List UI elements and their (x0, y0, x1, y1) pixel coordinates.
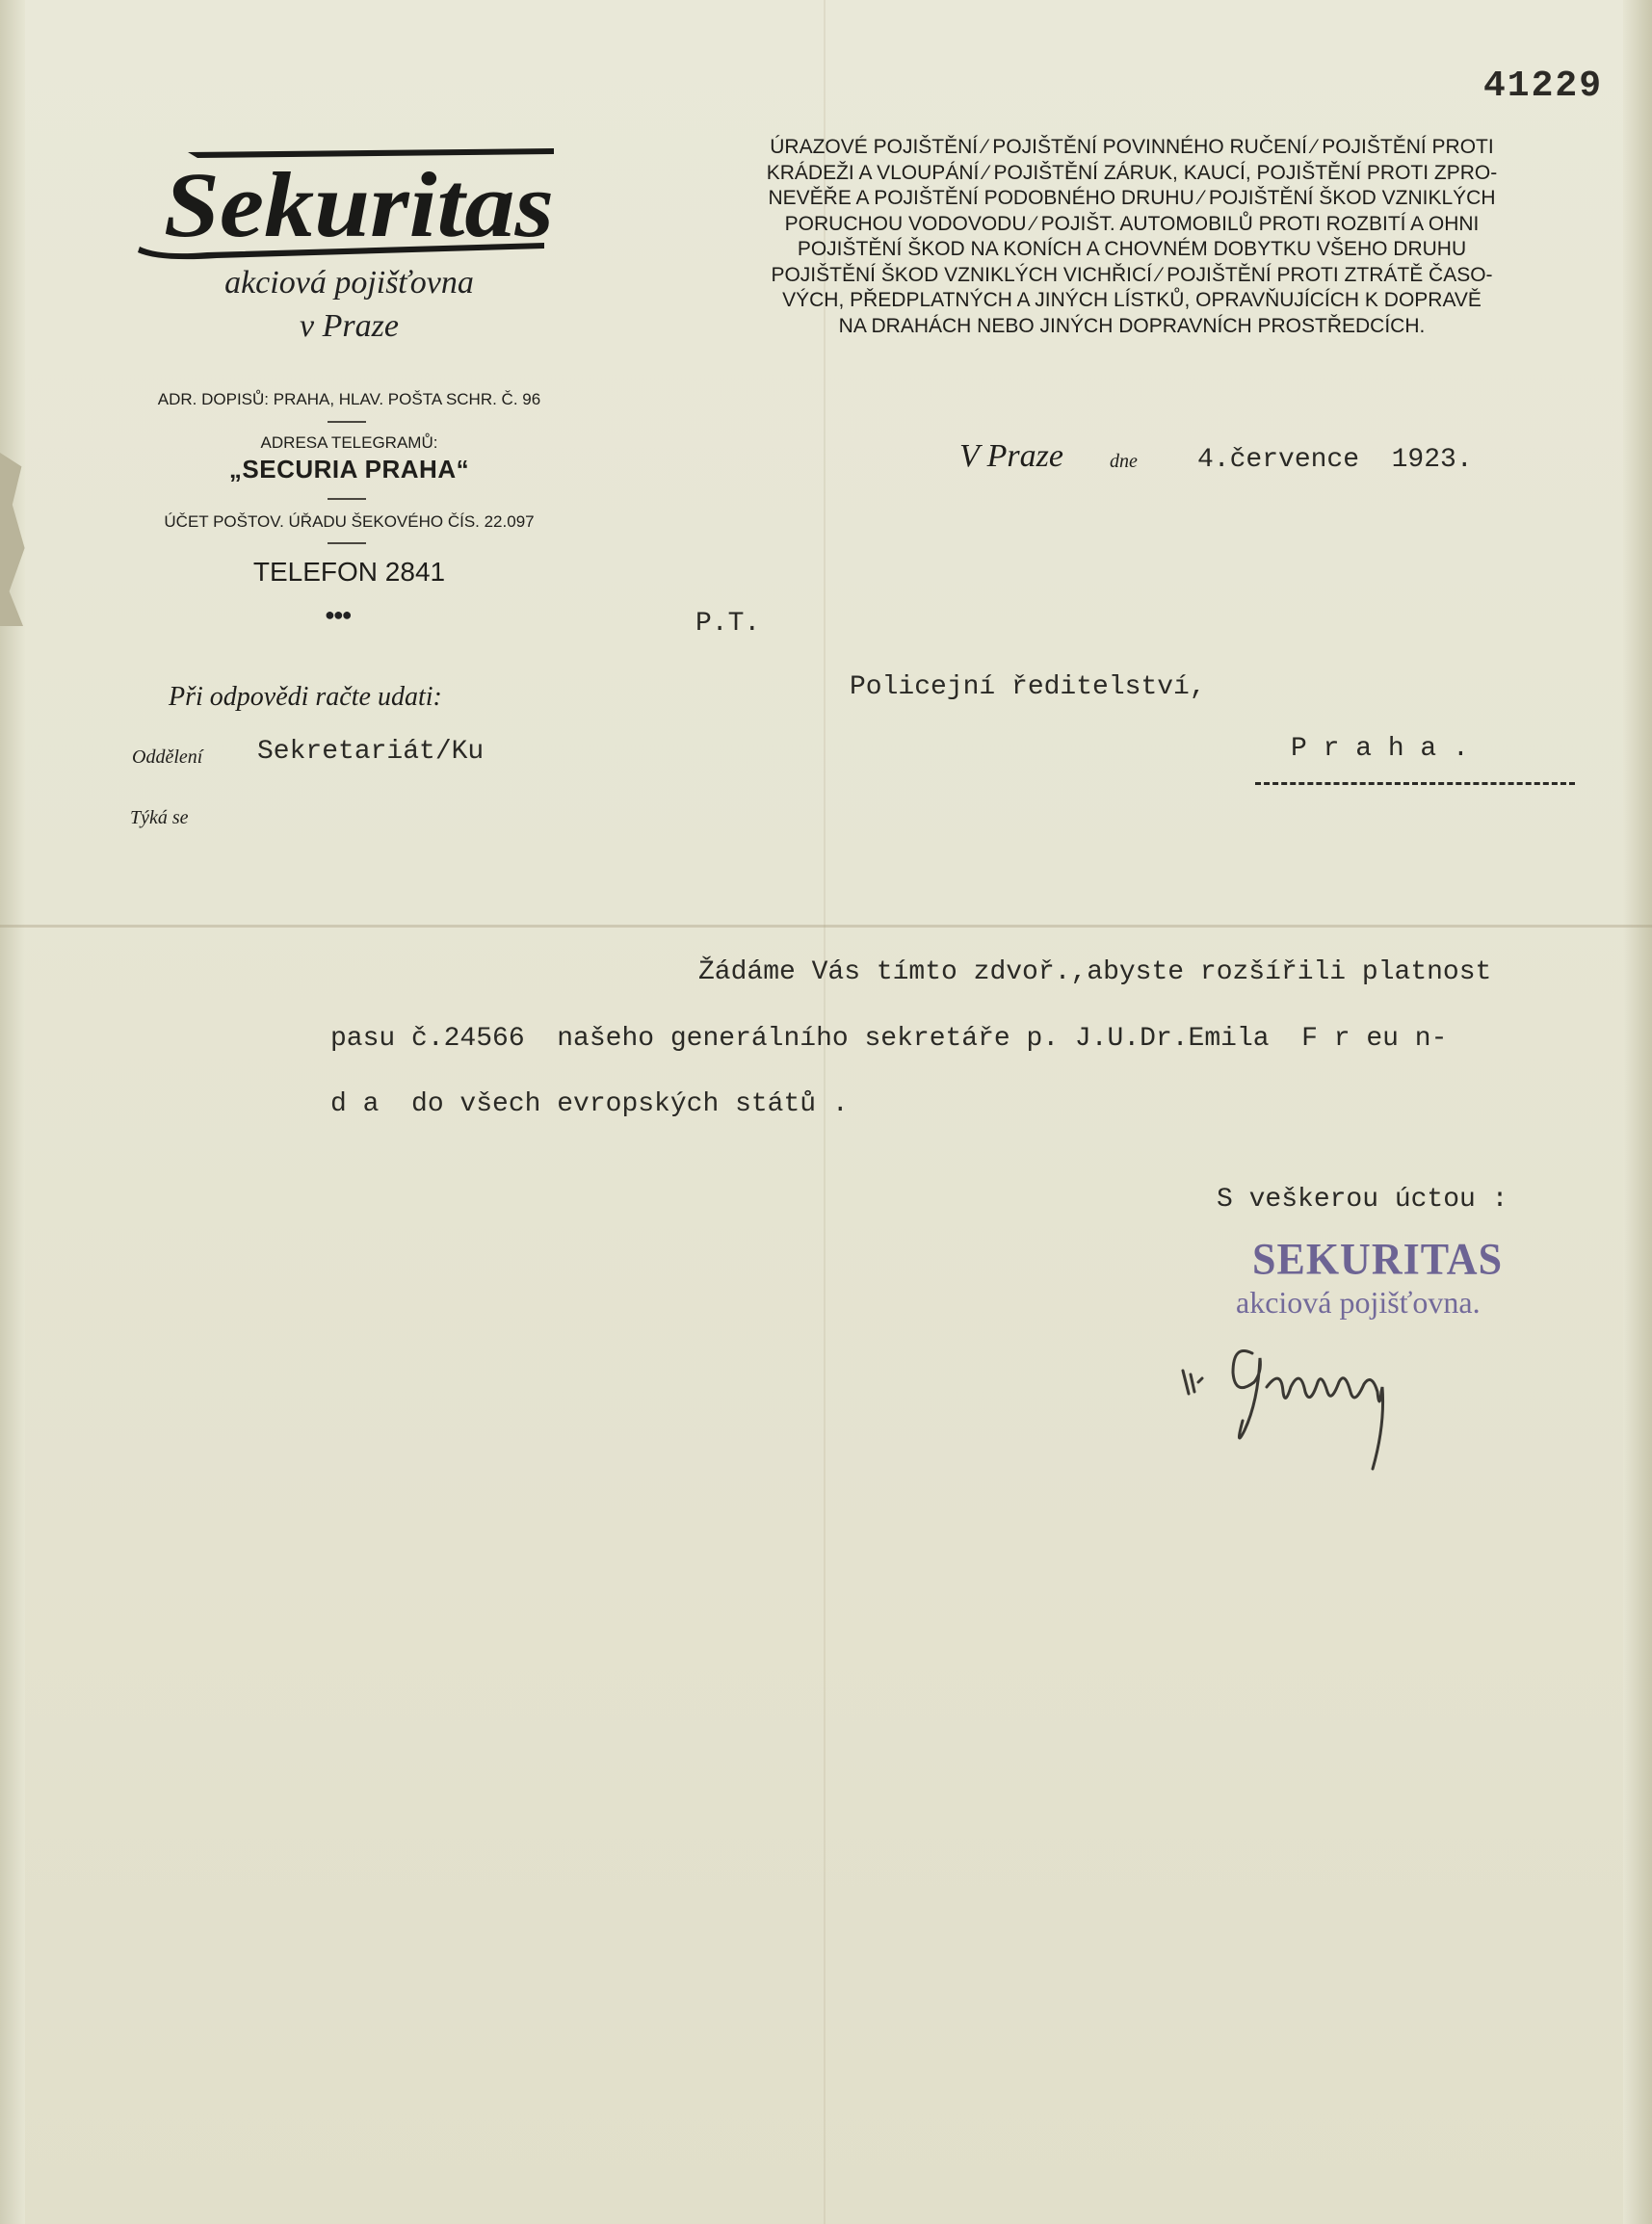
services-line: NEVĚŘE A POJIŠTĚNÍ PODOBNÉHO DRUHU ⁄ POJIŠTĚNÍ ŠKOD VZNIKLÝCH (768, 187, 1496, 209)
city-underline (1255, 782, 1575, 785)
services-line: PORUCHOU VODOVODU ⁄ POJIŠT. AUTOMOBILŮ PROTI ROZBITÍ A OHNI (784, 212, 1480, 235)
telegram-label: ADRESA TELEGRAMŮ: (260, 433, 438, 452)
services-line: ÚRAZOVÉ POJIŠTĚNÍ ⁄ POJIŠTĚNÍ POVINNÉHO RUČENÍ ⁄ POJIŠTĚNÍ PROTI (770, 136, 1494, 158)
body-line: pasu č.24566 našeho generálního sekretáře p. J.U.Dr.Emila F r eu n- (330, 1024, 1448, 1054)
body-line: Žádáme Vás tímto zdvoř.,abyste rozšířili platnost (698, 957, 1492, 987)
mailing-address: ADR. DOPISŮ: PRAHA, HLAV. POŠTA SCHR. Č. 96 (157, 390, 541, 408)
telegram-address: „SECURIA PRAHA“ (228, 455, 470, 484)
svg-text:Sekuritas: Sekuritas (164, 153, 554, 256)
services-list (698, 135, 1565, 339)
postal-account: ÚČET POŠTOV. ÚŘADU ŠEKOVÉHO ČÍS. 22.097 (164, 512, 535, 531)
handwritten-signature (1175, 1315, 1445, 1478)
addressee-city: P r a h a . (1291, 734, 1469, 764)
paper-edge-right (1623, 0, 1652, 2224)
separator (328, 498, 366, 500)
document-number: 41229 (1483, 65, 1604, 107)
services-line: KRÁDEŽI A VLOUPÁNÍ ⁄ POJIŠTĚNÍ ZÁRUK, KAUCÍ, POJIŠTĚNÍ PROTI ZPRO- (766, 161, 1498, 184)
dne-label: dne (1110, 451, 1138, 472)
services-line: POJIŠTĚNÍ ŠKOD VZNIKLÝCH VICHŘICÍ ⁄ POJIŠTĚNÍ PROTI ZTRÁTĚ ČASO- (771, 263, 1493, 286)
separator (328, 421, 366, 423)
services-line: POJIŠTĚNÍ ŠKOD NA KONÍCH A CHOVNÉM DOBYTKU VŠEHO DRUHU (797, 238, 1467, 260)
body-line: d a do všech evropských států . (330, 1089, 849, 1119)
company-type: akciová pojišťovna (224, 265, 474, 301)
subject-label: Týká se (130, 807, 189, 828)
company-stamp-name: SEKURITAS (1252, 1234, 1504, 1285)
services-line: NA DRAHÁCH NEBO JINÝCH DOPRAVNÍCH PROSTŘEDCÍCH. (838, 314, 1426, 337)
sekuritas-logo (130, 135, 564, 270)
company-city: v Praze (300, 308, 399, 344)
company-stamp-type: akciová pojišťovna. (1236, 1285, 1481, 1320)
letter-date: 4.července 1923. (1197, 445, 1473, 475)
addressee-name: Policejní ředitelství, (850, 672, 1206, 702)
department-value: Sekretariát/Ku (257, 737, 485, 767)
telephone: TELEFON 2841 (252, 557, 446, 587)
services-line: VÝCH, PŘEDPLATNÝCH A JINÝCH LÍSTKŮ, OPRAVŇUJÍCÍCH K DOPRAVĚ (782, 289, 1482, 311)
ornament-dots: ●●● (325, 605, 351, 624)
salutation: P.T. (695, 609, 761, 639)
reply-heading: Při odpovědi račte udati: (169, 682, 442, 712)
department-label: Oddělení (132, 746, 203, 768)
place-label: V Praze (959, 438, 1063, 474)
paper-edge-left (0, 0, 25, 2224)
separator (328, 542, 366, 544)
closing: S veškerou úctou : (1217, 1185, 1508, 1215)
horizontal-fold (0, 925, 1652, 928)
